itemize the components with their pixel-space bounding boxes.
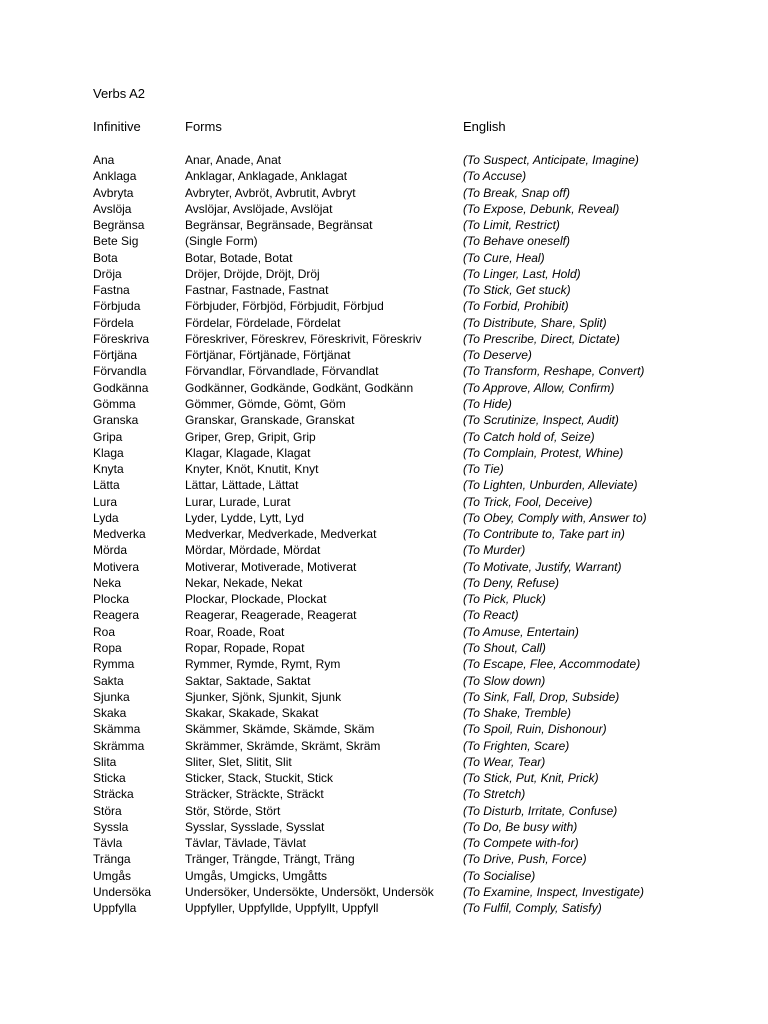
forms-cell: Umgås, Umgicks, Umgåtts — [185, 868, 328, 883]
table-row — [0, 803, 768, 819]
english-cell: (To Behave oneself) — [463, 234, 570, 249]
infinitive-cell: Sträcka — [93, 787, 134, 802]
forms-cell: Griper, Grep, Gripit, Grip — [185, 429, 316, 444]
forms-cell: Skakar, Skakade, Skakat — [185, 706, 319, 721]
table-row — [0, 347, 768, 363]
infinitive-cell: Roa — [93, 624, 116, 639]
forms-cell: Tränger, Trängde, Trängt, Träng — [185, 852, 355, 867]
infinitive-cell: Undersöka — [93, 884, 152, 899]
table-header — [0, 119, 768, 135]
forms-cell: Undersöker, Undersökte, Undersökt, Undersök — [185, 884, 434, 899]
table-row — [0, 201, 768, 217]
infinitive-cell: Motivera — [93, 559, 140, 574]
english-cell: (To Lighten, Unburden, Alleviate) — [463, 478, 638, 493]
table-row — [0, 656, 768, 672]
infinitive-cell: Bota — [93, 250, 118, 265]
english-cell: (To Forbid, Prohibit) — [463, 299, 569, 314]
english-cell: (To Wear, Tear) — [463, 754, 546, 769]
table-row — [0, 868, 768, 884]
infinitive-cell: Ana — [93, 153, 115, 167]
table-row — [0, 835, 768, 851]
infinitive-cell: Knyta — [93, 462, 124, 477]
infinitive-cell: Gripa — [93, 429, 123, 444]
table-row — [0, 640, 768, 656]
forms-cell: Lyder, Lydde, Lytt, Lyd — [185, 510, 304, 525]
forms-cell: Dröjer, Dröjde, Dröjt, Dröj — [185, 266, 320, 281]
infinitive-cell: Sticka — [93, 771, 126, 786]
infinitive-cell: Klaga — [93, 445, 124, 460]
english-cell: (To Disturb, Irritate, Confuse) — [463, 803, 618, 818]
english-cell: (To Shout, Call) — [463, 640, 546, 655]
english-cell: (To Stick, Put, Knit, Prick) — [463, 771, 599, 786]
english-cell: (To Stick, Get stuck) — [463, 283, 571, 298]
table-row — [0, 363, 768, 379]
forms-cell: Rymmer, Rymde, Rymt, Rym — [185, 657, 341, 672]
english-cell: (To Limit, Restrict) — [463, 218, 560, 233]
infinitive-cell: Medverka — [93, 527, 146, 542]
forms-cell: Reagerar, Reagerade, Reagerat — [185, 608, 357, 623]
forms-cell: Knyter, Knöt, Knutit, Knyt — [185, 462, 319, 477]
forms-cell: Fastnar, Fastnade, Fastnat — [185, 283, 329, 298]
infinitive-cell: Skämma — [93, 722, 141, 737]
forms-cell: Botar, Botade, Botat — [185, 250, 293, 265]
forms-cell: Begränsar, Begränsade, Begränsat — [185, 218, 373, 233]
infinitive-cell: Förvandla — [93, 364, 147, 379]
infinitive-cell: Fastna — [93, 283, 130, 298]
forms-cell: Sysslar, Sysslade, Sysslat — [185, 819, 325, 834]
english-cell: (To Compete with-for) — [463, 836, 579, 851]
infinitive-cell: Uppfylla — [93, 901, 137, 916]
forms-cell: Lurar, Lurade, Lurat — [185, 494, 291, 509]
english-cell: (To Break, Snap off) — [463, 185, 570, 200]
forms-cell: Skämmer, Skämde, Skämde, Skäm — [185, 722, 375, 737]
infinitive-cell: Reagera — [93, 608, 140, 623]
table-row — [0, 591, 768, 607]
infinitive-cell: Begränsa — [93, 218, 145, 233]
forms-cell: Gömmer, Gömde, Gömt, Göm — [185, 396, 346, 411]
infinitive-cell: Tränga — [93, 852, 131, 867]
english-cell: (To Pick, Pluck) — [463, 592, 546, 607]
forms-cell: Nekar, Nekade, Nekat — [185, 575, 303, 590]
table-row — [0, 185, 768, 201]
infinitive-cell: Skaka — [93, 706, 127, 721]
infinitive-cell: Lyda — [93, 510, 119, 525]
english-cell: (To Suspect, Anticipate, Imagine) — [463, 153, 639, 167]
table-row — [0, 152, 768, 168]
infinitive-cell: Förtjäna — [93, 348, 138, 363]
english-cell: (To Scrutinize, Inspect, Audit) — [463, 413, 619, 428]
table-row — [0, 542, 768, 558]
english-cell: (To Transform, Reshape, Convert) — [463, 364, 645, 379]
table-row — [0, 429, 768, 445]
table-row — [0, 900, 768, 916]
table-row — [0, 494, 768, 510]
forms-cell: Granskar, Granskade, Granskat — [185, 413, 355, 428]
infinitive-cell: Störa — [93, 803, 122, 818]
forms-cell: Avslöjar, Avslöjade, Avslöjat — [185, 201, 333, 216]
infinitive-cell: Sakta — [93, 673, 124, 688]
forms-cell: Anklagar, Anklagade, Anklagat — [185, 169, 348, 184]
english-cell: (To Prescribe, Direct, Dictate) — [463, 331, 620, 346]
english-cell: (To Frighten, Scare) — [463, 738, 570, 753]
infinitive-cell: Tävla — [93, 836, 123, 851]
english-cell: (To Contribute to, Take part in) — [463, 527, 625, 542]
table-row — [0, 396, 768, 412]
infinitive-cell: Förbjuda — [93, 299, 141, 314]
table-row — [0, 331, 768, 347]
forms-cell: Förvandlar, Förvandlade, Förvandlat — [185, 364, 379, 379]
table-row — [0, 233, 768, 249]
infinitive-cell: Fördela — [93, 315, 134, 330]
table-row — [0, 851, 768, 867]
table-row — [0, 217, 768, 233]
forms-cell: Mördar, Mördade, Mördat — [185, 543, 321, 558]
table-row — [0, 754, 768, 770]
infinitive-cell: Gömma — [93, 396, 136, 411]
infinitive-cell: Umgås — [93, 868, 132, 883]
infinitive-cell: Lätta — [93, 478, 120, 493]
infinitive-cell: Slita — [93, 754, 117, 769]
english-cell: (To Amuse, Entertain) — [463, 624, 579, 639]
infinitive-cell: Ropa — [93, 640, 122, 655]
infinitive-cell: Sjunka — [93, 689, 130, 704]
table-row — [0, 266, 768, 282]
table-row — [0, 298, 768, 314]
forms-cell: Plockar, Plockade, Plockat — [185, 592, 327, 607]
english-cell: (To Slow down) — [463, 673, 546, 688]
english-cell: (To Do, Be busy with) — [463, 819, 578, 834]
table-row — [0, 315, 768, 331]
table-row — [0, 526, 768, 542]
forms-cell: Lättar, Lättade, Lättat — [185, 478, 299, 493]
document-title: Verbs A2 — [93, 86, 146, 101]
table-row — [0, 738, 768, 754]
forms-cell: Motiverar, Motiverade, Motiverat — [185, 559, 357, 574]
table-row — [0, 575, 768, 591]
infinitive-cell: Godkänna — [93, 380, 149, 395]
table-row — [0, 607, 768, 623]
table-row — [0, 770, 768, 786]
english-cell: (To Obey, Comply with, Answer to) — [463, 510, 647, 525]
english-cell: (To Trick, Fool, Deceive) — [463, 494, 593, 509]
english-cell: (To Catch hold of, Seize) — [463, 429, 595, 444]
forms-cell: Sjunker, Sjönk, Sjunkit, Sjunk — [185, 689, 342, 704]
forms-cell: Stör, Störde, Stört — [185, 803, 281, 818]
forms-cell: Skrämmer, Skrämde, Skrämt, Skräm — [185, 738, 381, 753]
infinitive-cell: Avbryta — [93, 185, 134, 200]
english-cell: (To Spoil, Ruin, Dishonour) — [463, 722, 607, 737]
forms-cell: Sträcker, Sträckte, Sträckt — [185, 787, 324, 802]
infinitive-cell: Skrämma — [93, 738, 145, 753]
infinitive-cell: Neka — [93, 575, 122, 590]
infinitive-cell: Rymma — [93, 657, 135, 672]
english-cell: (To Examine, Inspect, Investigate) — [463, 884, 644, 899]
english-cell: (To Escape, Flee, Accommodate) — [463, 657, 641, 672]
forms-cell: Förtjänar, Förtjänade, Förtjänat — [185, 348, 351, 363]
forms-cell: Tävlar, Tävlade, Tävlat — [185, 836, 306, 851]
forms-cell: Roar, Roade, Roat — [185, 624, 285, 639]
forms-cell: Fördelar, Fördelade, Fördelat — [185, 315, 341, 330]
table-row — [0, 380, 768, 396]
table-row — [0, 250, 768, 266]
forms-cell: Föreskriver, Föreskrev, Föreskrivit, Föreskriv — [185, 331, 422, 346]
table-row — [0, 624, 768, 640]
forms-cell: Sticker, Stack, Stuckit, Stick — [185, 771, 334, 786]
table-row — [0, 884, 768, 900]
forms-cell: Medverkar, Medverkade, Medverkat — [185, 527, 377, 542]
infinitive-cell: Mörda — [93, 543, 128, 558]
verb-table — [0, 152, 768, 916]
english-cell: (To Hide) — [463, 396, 512, 411]
table-row — [0, 559, 768, 575]
infinitive-cell: Plocka — [93, 592, 130, 607]
forms-cell: (Single Form) — [185, 234, 258, 249]
english-cell: (To Sink, Fall, Drop, Subside) — [463, 689, 620, 704]
infinitive-cell: Föreskriva — [93, 331, 150, 346]
english-cell: (To Motivate, Justify, Warrant) — [463, 559, 622, 574]
table-row — [0, 168, 768, 184]
table-row — [0, 412, 768, 428]
infinitive-cell: Lura — [93, 494, 118, 509]
forms-cell: Förbjuder, Förbjöd, Förbjudit, Förbjud — [185, 299, 384, 314]
table-row — [0, 477, 768, 493]
english-cell: (To Cure, Heal) — [463, 250, 545, 265]
header-english: English — [463, 119, 506, 134]
english-cell: (To Distribute, Share, Split) — [463, 315, 607, 330]
forms-cell: Klagar, Klagade, Klagat — [185, 445, 311, 460]
english-cell: (To Approve, Allow, Confirm) — [463, 380, 615, 395]
english-cell: (To Deserve) — [463, 348, 532, 363]
english-cell: (To Stretch) — [463, 787, 526, 802]
table-row — [0, 445, 768, 461]
forms-cell: Ropar, Ropade, Ropat — [185, 640, 305, 655]
forms-cell: Avbryter, Avbröt, Avbrutit, Avbryt — [185, 185, 356, 200]
forms-cell: Sliter, Slet, Slitit, Slit — [185, 754, 292, 769]
english-cell: (To Complain, Protest, Whine) — [463, 445, 624, 460]
table-row — [0, 282, 768, 298]
english-cell: (To Accuse) — [463, 169, 527, 184]
table-row — [0, 673, 768, 689]
english-cell: (To Socialise) — [463, 868, 536, 883]
infinitive-cell: Anklaga — [93, 169, 137, 184]
english-cell: (To Tie) — [463, 462, 504, 477]
forms-cell: Saktar, Saktade, Saktat — [185, 673, 311, 688]
table-row — [0, 786, 768, 802]
table-row — [0, 510, 768, 526]
header-infinitive: Infinitive — [93, 119, 141, 134]
infinitive-cell: Syssla — [93, 819, 129, 834]
english-cell: (To Linger, Last, Hold) — [463, 266, 581, 281]
english-cell: (To Shake, Tremble) — [463, 706, 572, 721]
table-row — [0, 819, 768, 835]
english-cell: (To Deny, Refuse) — [463, 575, 560, 590]
english-cell: (To Expose, Debunk, Reveal) — [463, 201, 620, 216]
header-forms: Forms — [185, 119, 222, 134]
infinitive-cell: Dröja — [93, 266, 122, 281]
forms-cell: Uppfyller, Uppfyllde, Uppfyllt, Uppfyll — [185, 901, 379, 916]
infinitive-cell: Avslöja — [93, 201, 132, 216]
english-cell: (To Murder) — [463, 543, 526, 558]
forms-cell: Anar, Anade, Anat — [185, 153, 282, 167]
infinitive-cell: Granska — [93, 413, 139, 428]
english-cell: (To React) — [463, 608, 519, 623]
table-row — [0, 705, 768, 721]
forms-cell: Godkänner, Godkände, Godkänt, Godkänn — [185, 380, 414, 395]
table-row — [0, 689, 768, 705]
infinitive-cell: Bete Sig — [93, 234, 139, 249]
english-cell: (To Drive, Push, Force) — [463, 852, 587, 867]
table-row — [0, 461, 768, 477]
table-row — [0, 721, 768, 737]
english-cell: (To Fulfil, Comply, Satisfy) — [463, 901, 602, 916]
